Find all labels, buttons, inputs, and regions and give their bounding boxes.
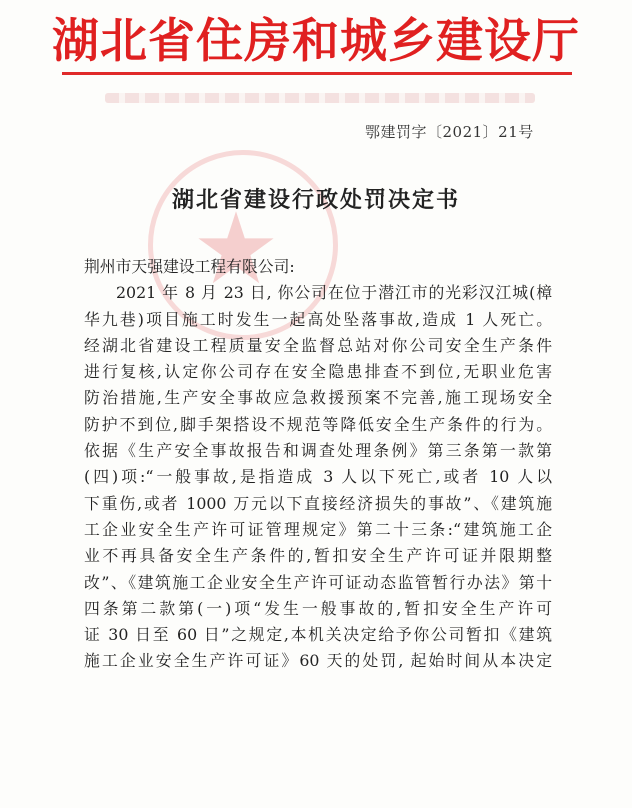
body-line: 防护不到位,脚手架搭设不规范等降低安全生产条件的行为。	[84, 414, 552, 434]
document-number: 鄂建罚字〔2021〕21号	[365, 123, 534, 141]
body-line: 改”、《建筑施工企业安全生产许可证动态监管暂行办法》第十	[84, 572, 552, 592]
addressee-line: 荆州市天强建设工程有限公司:	[84, 257, 295, 276]
body-line: 施工企业安全生产许可证》60 天的处罚, 起始时间从本决定	[84, 651, 552, 671]
body-line: 工企业安全生产许可证管理规定》第二十三条:“建筑施工企	[84, 519, 552, 539]
issuing-organization-header: 湖北省住房和城乡建设厅	[52, 14, 580, 69]
body-line: 下重伤,或者 1000 万元以下直接经济损失的事故”、《建筑施	[84, 493, 552, 513]
body-line: 依据《生产安全事故报告和调查处理条例》第三条第一款第	[84, 441, 552, 461]
body-line: 进行复核,认定你公司存在安全隐患排查不到位,无职业危害	[84, 362, 552, 382]
body-line: 防治措施,生产安全事故应急救援预案不完善,施工现场安全	[84, 388, 552, 408]
body-line: 经湖北省建设工程质量安全监督总站对你公司安全生产条件	[84, 335, 552, 355]
body-line: 证 30 日至 60 日”之规定,本机关决定给予你公司暂扣《建筑	[84, 625, 552, 645]
faded-header-line	[105, 93, 535, 103]
body-line: 四条第二款第(一)项“发生一般事故的,暂扣安全生产许可	[84, 598, 552, 618]
body-line: (四)项:“一般事故,是指造成 3 人以下死亡,或者 10 人以	[84, 467, 552, 487]
body-line: 华九巷)项目施工时发生一起高处坠落事故,造成 1 人死亡。	[84, 309, 552, 329]
body-line: 2021 年 8 月 23 日, 你公司在位于潜江市的光彩汉江城(樟	[116, 283, 552, 303]
document-body	[84, 254, 552, 675]
body-line: 业不再具备安全生产条件的,暂扣安全生产许可证并限期整	[84, 546, 552, 566]
document-title: 湖北省建设行政处罚决定书	[171, 187, 460, 213]
header-red-rule	[62, 72, 572, 75]
